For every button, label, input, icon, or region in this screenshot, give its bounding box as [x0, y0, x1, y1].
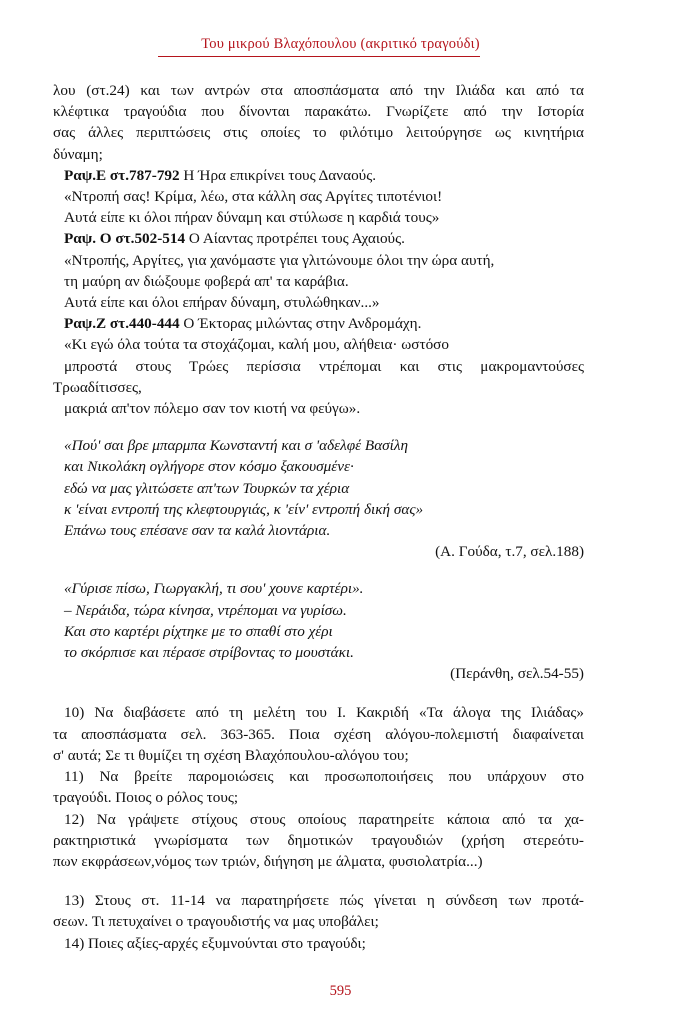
text-line: 10) Να διαβάσετε από τη μελέτη του Ι. Κακριδή «Τα άλογα της Ιλιάδας» [64, 704, 584, 722]
quote-line: Αυτά είπε και όλοι επήραν δύναμη, στυλώθηκαν...» [64, 294, 380, 312]
folk-poem-2 [53, 578, 584, 663]
poem-line: Και στο καρτέρι ρίχτηκε με το σπαθί στο χέρι [64, 622, 333, 640]
quote-heading [64, 228, 584, 249]
poem-source: (Α. Γούδα, τ.7, σελ.188) [435, 543, 584, 561]
iliad-quote-ajax [53, 228, 584, 313]
poem-line: και Νικολάκη ογλήγορε στον κόσμο ξακουσμένε· [64, 458, 354, 476]
question-10 [53, 702, 584, 766]
spacer [53, 562, 584, 578]
folk-poem-1 [53, 435, 584, 541]
spacer [53, 872, 584, 890]
text-line: 11) Να βρείτε παρομοιώσεις και προσωποποιήσεις που υπάρχουν στο [64, 768, 584, 786]
poem-line: κ 'είναι εντροπή της κλεφτουργιάς, κ 'είν' εντροπή δική σας» [64, 500, 424, 518]
text-line: κλέφτικα τραγούδια που δίνονται παρακάτω. Γνωρίζετε από την Ιστορία [53, 103, 584, 121]
poem-line: Επάνω τους επέσανε σαν τα καλά λιοντάρια. [64, 522, 331, 540]
verse-reference: Ραψ.Ε στ.787-792 [64, 166, 180, 184]
poem-line: το σκόρπισε και πέρασε στρίβοντας το μουστάκι. [64, 644, 354, 662]
poem-line: – Νεράιδα, τώρα κίνησα, ντρέπομαι να γυρίσω. [64, 601, 347, 619]
iliad-quote-hector [53, 313, 584, 419]
text-line: τα αποσπάσματα σελ. 363-365. Ποια σχέση αλόγου-πολεμιστή διαφαίνεται [53, 725, 584, 743]
question-14 [53, 933, 584, 954]
quote-line: τη μαύρη αν διώξουμε φοβερά απ' τα καράβια. [64, 272, 349, 290]
text-line: τραγούδι. Ποιος ο ρόλος τους; [53, 789, 239, 807]
text-line: 13) Στους στ. 11-14 να παρατηρήσετε πώς γίνεται η σύνδεση των προτά- [64, 892, 584, 910]
text-line: σας άλλες περιπτώσεις στις οποίες το φιλότιμο λειτούργησε ως κινητήρια [53, 124, 584, 142]
poem-line: εδώ να μας γλιτώσετε απ'των Τουρκών τα χέρια [64, 479, 350, 497]
quote-line: «Ντροπής, Αργίτες, για χανόμαστε για γλιτώνουμε όλοι την ώρα αυτή, [64, 251, 495, 269]
verse-reference: Ραψ. Ο στ.502-514 [64, 230, 186, 248]
poem-line: «Πού' σαι βρε μπαρμπα Κωνσταντή και σ 'αδελφέ Βασίλη [64, 437, 409, 455]
quote-line: Αυτά είπε κι όλοι πήραν δύναμη και στύλωσε η καρδιά τους» [64, 209, 440, 227]
quote-line: μπροστά στους Τρώες περίσσια ντρέπομαι και στις μακρομαντούσες [64, 357, 584, 375]
poem-source: (Περάνθη, σελ.54-55) [450, 665, 584, 683]
text-line: λου (στ.24) και των αντρών στα αποσπάσματα από την Ιλιάδα και από τα [53, 82, 584, 99]
text-line: σεων. Τι πετυχαίνει ο τραγουδιστής να μας υποβάλει; [53, 913, 379, 931]
quote-description: Η Ήρα επικρίνει τους Δαναούς. [179, 166, 377, 184]
quote-line: Τρωαδίτισσες, [53, 378, 142, 396]
page-body [53, 80, 584, 954]
quote-description: Ο Αίαντας προτρέπει τους Αχαιούς. [185, 230, 405, 248]
text-line: πων εκφράσεων,νόμος των τριών, διήγηση με άλματα, φυσιολατρία...) [53, 852, 483, 870]
quote-description: Ο Έκτορας μιλώντας στην Ανδρομάχη. [179, 315, 422, 333]
text-line: σ' αυτά; Σε τι θυμίζει τη σχέση Βλαχόπουλου-αλόγου του; [53, 746, 409, 764]
text-line: ρακτηριστικά γνωρίσματα των δημοτικών τραγουδιών (χρήση στερεότυ- [53, 831, 584, 849]
iliad-quote-hera [53, 165, 584, 229]
text-line: δύναμη; [53, 145, 103, 163]
quote-line: μακριά απ'τον πόλεμο σαν τον κιοτή να φεύγω». [64, 400, 361, 418]
spacer [53, 684, 584, 702]
quote-heading [53, 313, 584, 334]
quote-line: «Ντροπή σας! Κρίμα, λέω, στα κάλλη σας Αργίτες τιποτένιοι! [64, 188, 443, 206]
spacer [53, 419, 584, 435]
verse-reference: Ραψ.Ζ στ.440-444 [64, 315, 180, 333]
text-line: 12) Να γράψετε στίχους στους οποίους παρατηρείτε κάποια από τα χα- [64, 810, 584, 828]
text-line: 14) Ποιες αξίες-αρχές εξυμνούνται στο τραγούδι; [64, 934, 366, 952]
question-12 [53, 809, 584, 873]
page-number: 595 [329, 983, 352, 999]
intro-paragraph [53, 80, 584, 165]
question-11 [53, 766, 584, 808]
poem-line: «Γύρισε πίσω, Γιωργακλή, τι σου' χουνε καρτέρι». [64, 580, 364, 598]
question-13 [53, 890, 584, 932]
running-header: Του μικρού Βλαχόπουλου (ακριτικό τραγούδι) [201, 36, 480, 52]
quote-heading [64, 165, 584, 186]
quote-line: «Κι εγώ όλα τούτα τα στοχάζομαι, καλή μου, αλήθεια· ωστόσο [64, 336, 449, 354]
header-rule [158, 56, 480, 57]
